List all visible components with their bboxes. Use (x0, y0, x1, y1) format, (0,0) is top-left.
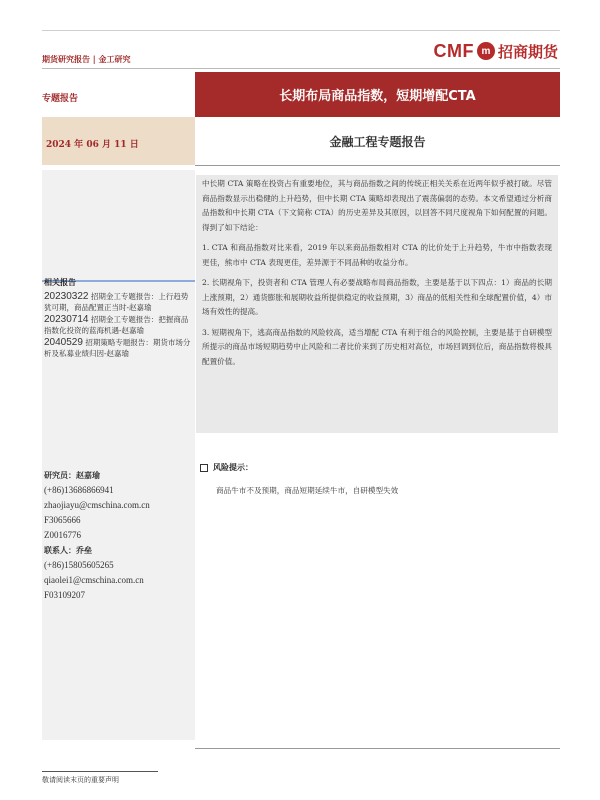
date-cell (42, 117, 195, 165)
related-reports (44, 277, 193, 360)
report-subtitle: 金融工程专题报告 (329, 134, 426, 149)
summary-point-3: 3. 短期视角下，逃高商品指数的风险较高，适当增配 CTA 有利于组合的风险控制，主要是基于自研模型所提示的商品市场短期趋势中止风险和二者比价来到了历史相对高位，市场回调到位后，商品指数将极具配置价值。 (202, 327, 552, 366)
related-report-code: 20230714 (44, 314, 89, 325)
related-report-text: 招期金工专题报告：把握商品指数化投资的蓝海机遇-赵嘉瑜 (44, 315, 189, 335)
related-report-item (44, 314, 193, 336)
bottom-rule (195, 748, 560, 749)
analyst-cert-2: Z0016776 (44, 530, 81, 540)
logo-badge-icon: m (477, 42, 495, 60)
related-report-code: 2040529 (44, 337, 83, 348)
summary-box (196, 175, 558, 433)
risk-section (200, 462, 560, 496)
analyst-phone: (+86)13686866941 (44, 485, 114, 495)
contact-cert: F03109207 (44, 590, 86, 600)
related-report-code: 20230322 (44, 291, 89, 302)
footer-rule (42, 771, 158, 772)
title-banner (195, 72, 560, 117)
top-rule (42, 30, 560, 31)
contact-label: 联系人：乔垒 (44, 545, 92, 555)
sidebar (42, 170, 195, 740)
related-report-text: 招期策略专题报告：期货市场分析及私募业绩归因-赵嘉瑜 (44, 338, 191, 358)
contact-phone: (+86)15805605265 (44, 560, 114, 570)
analyst-label: 研究员：赵嘉瑜 (44, 470, 100, 480)
analyst-cert-1: F3065666 (44, 515, 81, 525)
summary-point-1: 1. CTA 和商品指数对比来看，2019 年以来商品指数相对 CTA 的比价处于上升趋势，牛市中指数表现更佳，熊市中 CTA 表现更佳，差异源于不同品种的收益分布。 (202, 243, 552, 267)
checkbox-bullet-icon (200, 464, 208, 472)
analyst-info (44, 468, 193, 603)
logo-company-name: 招商期货 (497, 42, 558, 61)
risk-title-row (200, 462, 560, 473)
logo-cmf-text: CMF (433, 40, 474, 61)
related-report-item (44, 337, 193, 359)
report-date: 2024 年 06 月 11 日 (46, 140, 139, 150)
summary-point-2: 2. 长期视角下，投资者和 CTA 管理人有必要战略布局商品指数，主要是基于以下四点：1）商品的长期上涨预期，2）通货膨胀和展期收益所提供稳定的收益预期，3）商品的低相关性和全球配置价值，4）市场有效性的提高。 (202, 278, 552, 316)
summary-intro: 中长期 CTA 策略在投资占有重要地位，其与商品指数之间的传统正相关关系在近两年似乎被打破。尽管商品指数显示出稳健的上升趋势，但中长期 CTA 策略却表现出了震荡偏弱的态势。本文希望通过分析商品指数和中长期 CTA（下文简称 CTA）的历史差异及其原因，以回答不同尺度视角下如何配置的问题。得到了如下结论： (202, 179, 552, 232)
report-title: 长期布局商品指数，短期增配CTA (279, 89, 476, 104)
risk-title: 风险提示： (213, 462, 253, 472)
risk-text: 商品牛市不及预期，商品短期延续牛市，自研模型失效 (216, 486, 399, 495)
company-logo (433, 40, 558, 62)
report-type-cell (42, 72, 195, 117)
header-rule (42, 68, 560, 69)
report-category: 期货研究报告 | 金工研究 (42, 54, 131, 64)
footer-disclaimer: 敬请阅读末页的重要声明 (42, 776, 119, 784)
report-type: 专题报告 (42, 94, 79, 104)
contact-email[interactable]: qiaolei1@cmschina.com.cn (44, 575, 144, 585)
subtitle-rule (195, 165, 560, 166)
related-report-item (44, 291, 193, 313)
related-reports-title: 相关报告 (44, 277, 76, 287)
related-report-text: 招期金工专题报告：上行趋势犹可期，商品配置正当时-赵嘉瑜 (44, 292, 189, 312)
analyst-email[interactable]: zhaojiayu@cmschina.com.cn (44, 500, 150, 510)
